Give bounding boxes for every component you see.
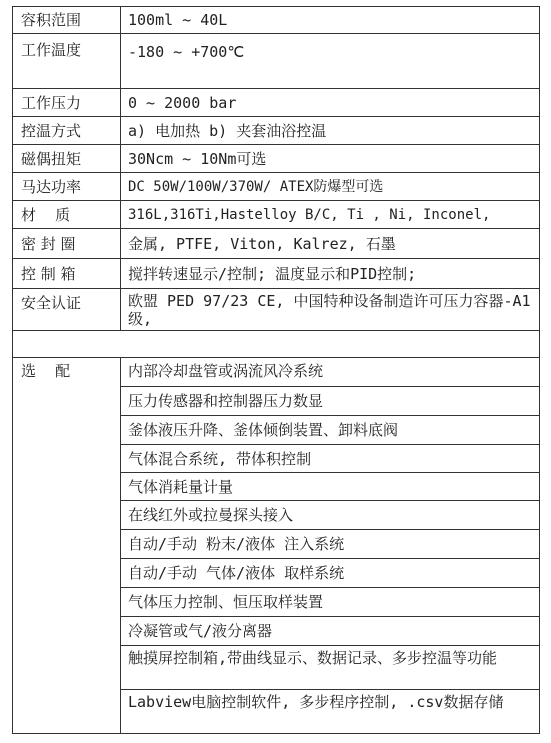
table-row (13, 7, 540, 34)
spec-value: 金属, PTFE, Viton, Kalrez, 石墨 (121, 229, 540, 259)
option-item: 内部冷却盘管或涡流风冷系统 (121, 358, 540, 387)
option-item: 冷凝管或气/液分离器 (121, 617, 540, 646)
spacer-row (13, 331, 540, 358)
option-item: 釜体液压升降、釜体倾倒装置、卸料底阀 (121, 416, 540, 445)
table-row (13, 229, 540, 259)
spec-value: -180 ~ +700℃ (121, 34, 540, 89)
spec-value: 欧盟 PED 97/23 CE, 中国特种设备制造许可压力容器-A1级, (121, 289, 540, 331)
spec-label: 工作压力 (13, 89, 121, 117)
spec-value: 30Ncm ~ 10Nm可选 (121, 145, 540, 173)
spec-label: 控温方式 (13, 117, 121, 145)
spec-value: a) 电加热 b) 夹套油浴控温 (121, 117, 540, 145)
table-row (13, 117, 540, 145)
options-label: 选 配 (13, 358, 121, 734)
option-item: Labview电脑控制软件, 多步程序控制, .csv数据存储 (121, 690, 540, 734)
spec-label: 材 质 (13, 201, 121, 229)
option-item: 气体混合系统, 带体积控制 (121, 445, 540, 473)
spec-value: DC 50W/100W/370W/ ATEX防爆型可选 (121, 173, 540, 201)
spec-label: 控 制 箱 (13, 259, 121, 289)
spec-label: 安全认证 (13, 289, 121, 331)
table-row (13, 358, 540, 387)
option-item: 在线红外或拉曼探头接入 (121, 501, 540, 530)
spec-value: 搅拌转速显示/控制; 温度显示和PID控制; (121, 259, 540, 289)
table-row (13, 259, 540, 289)
option-item: 压力传感器和控制器压力数显 (121, 387, 540, 416)
table-row (13, 145, 540, 173)
table-row (13, 89, 540, 117)
spec-value: 0 ~ 2000 bar (121, 89, 540, 117)
spec-table (12, 6, 540, 734)
option-item: 自动/手动 气体/液体 取样系统 (121, 559, 540, 588)
table-row (13, 173, 540, 201)
option-item: 触摸屏控制箱,带曲线显示、数据记录、多步控温等功能 (121, 646, 540, 690)
table-row (13, 289, 540, 331)
spacer-cell (13, 331, 540, 358)
spec-label: 密 封 圈 (13, 229, 121, 259)
table-row (13, 34, 540, 89)
spec-value: 100ml ~ 40L (121, 7, 540, 34)
option-item: 自动/手动 粉末/液体 注入系统 (121, 530, 540, 559)
spec-label: 马达功率 (13, 173, 121, 201)
spec-label: 磁偶扭矩 (13, 145, 121, 173)
option-item: 气体消耗量计量 (121, 473, 540, 501)
table-row (13, 201, 540, 229)
spec-label: 容积范围 (13, 7, 121, 34)
spec-label: 工作温度 (13, 34, 121, 89)
option-item: 气体压力控制、恒压取样装置 (121, 588, 540, 617)
spec-value: 316L,316Ti,Hastelloy B/C, Ti , Ni, Inconel, (121, 201, 540, 229)
